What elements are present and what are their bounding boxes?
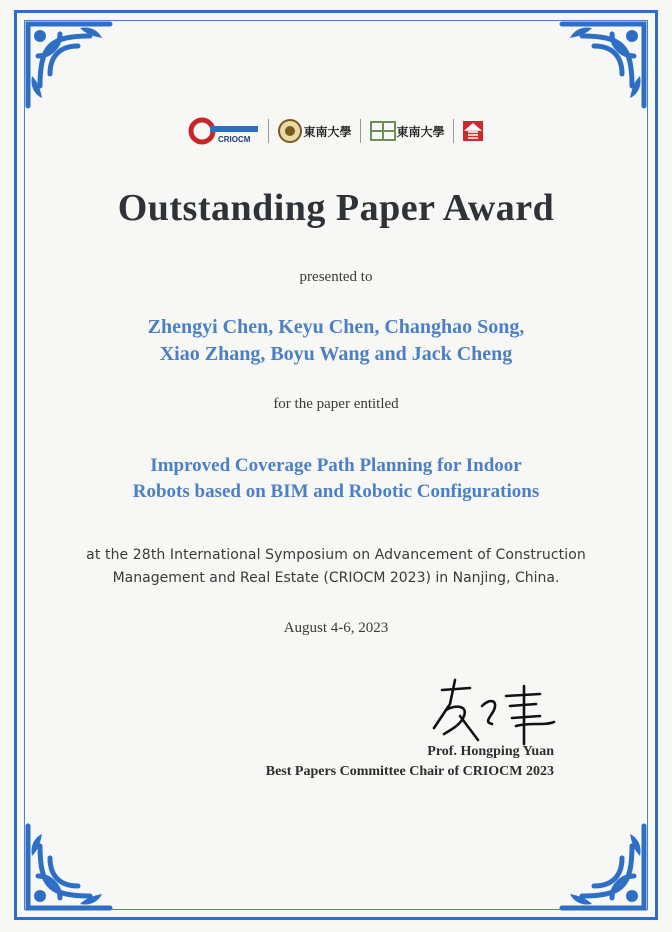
building-grid-icon: [369, 118, 397, 144]
signer-role: Best Papers Committee Chair of CRIOCM 2023: [265, 764, 554, 779]
recipients-line-1: Zhengyi Chen, Keyu Chen, Changhao Song,: [147, 316, 525, 338]
criocm-logo-text: CRIOCM: [218, 135, 251, 144]
seu-architecture-logo: [369, 117, 445, 145]
red-emblem-icon: [462, 120, 484, 142]
paper-title-line-1: Improved Coverage Path Planning for Indoor: [150, 455, 522, 476]
presented-to-text: presented to: [299, 269, 373, 285]
event-date: August 4-6, 2023: [283, 620, 389, 636]
logo-divider: [453, 119, 454, 143]
logo-divider: [268, 119, 269, 143]
red-emblem-logo: [462, 117, 484, 145]
seu-architecture-logo-text: 東南大學: [396, 124, 445, 139]
logo-row: [0, 117, 672, 145]
criocm-logo: [188, 117, 260, 145]
event-line-1: at the 28th International Symposium on Advancement of Construction: [86, 547, 586, 563]
recipients-line-2: Xiao Zhang, Boyu Wang and Jack Cheng: [159, 343, 513, 365]
event-line-2: Management and Real Estate (CRIOCM 2023) in Nanjing, China.: [112, 570, 560, 586]
paper-title-line-2: Robots based on BIM and Robotic Configurations: [132, 481, 540, 502]
seu-emblem-icon: [277, 118, 303, 144]
logo-divider: [360, 119, 361, 143]
corner-ornament-top-right-icon: [556, 16, 652, 112]
signer-name: Prof. Hongping Yuan: [427, 744, 554, 759]
for-paper-text: for the paper entitled: [273, 396, 399, 412]
award-title: Outstanding Paper Award: [117, 187, 555, 229]
corner-ornament-top-left-icon: [20, 16, 116, 112]
corner-ornament-bottom-left-icon: [20, 820, 116, 916]
seu-logo-text: 東南大學: [303, 124, 352, 139]
corner-ornament-bottom-right-icon: [556, 820, 652, 916]
handwritten-signature-icon: [420, 670, 570, 750]
seu-logo: [277, 117, 351, 145]
